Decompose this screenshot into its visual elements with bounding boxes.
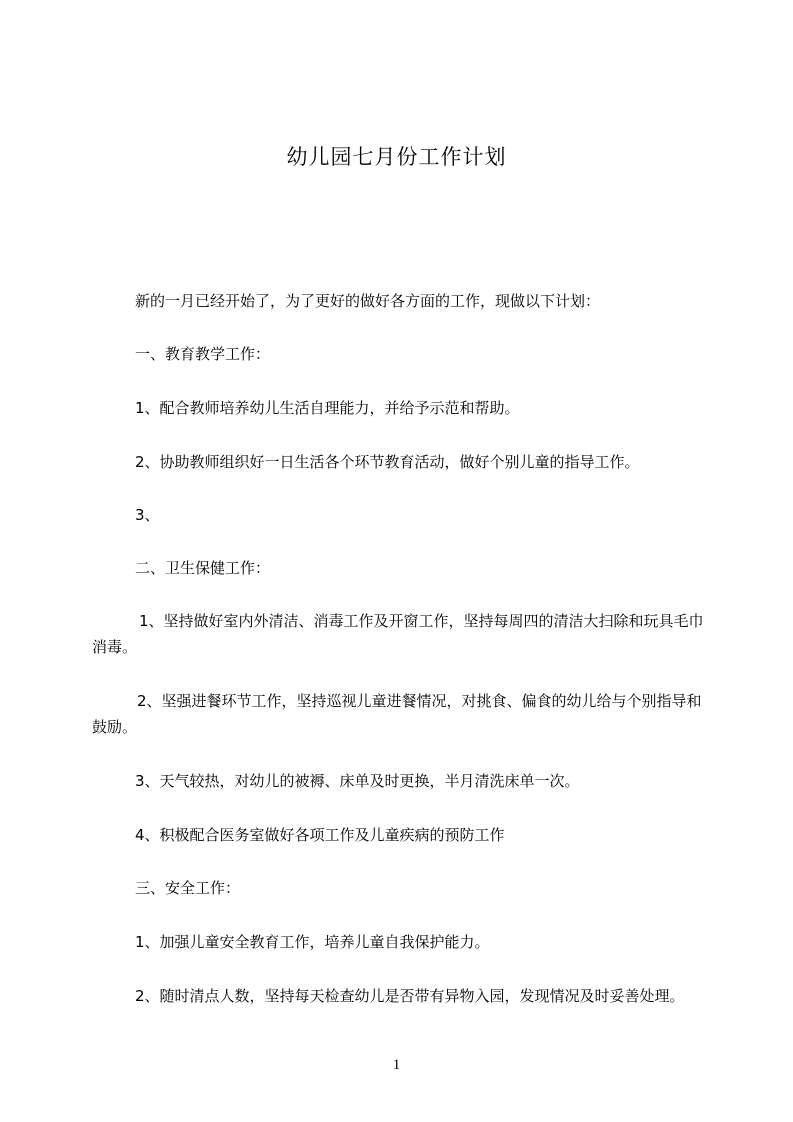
intro-paragraph: 新的一月已经开始了，为了更好的做好各方面的工作，现做以下计划：	[135, 292, 601, 310]
hygiene-item-2: 2、坚强进餐环节工作，坚持巡视儿童进餐情况，对挑食、偏食的幼儿给与个别指导和鼓励。	[92, 692, 702, 736]
education-item-1: 1、配合教师培养幼儿生活自理能力，并给予示范和帮助。	[135, 399, 520, 417]
safety-item-1: 1、加强儿童安全教育工作，培养儿童自我保护能力。	[135, 933, 490, 951]
hygiene-item-4: 4、积极配合医务室做好各项工作及儿童疾病的预防工作	[135, 826, 505, 844]
hygiene-item-3: 3、天气较热，对幼儿的被褥、床单及时更换，半月清洗床单一次。	[135, 772, 580, 790]
section-heading-hygiene: 二、卫生保健工作：	[135, 559, 271, 577]
document-title: 幼儿园七月份工作计划	[286, 145, 507, 169]
page-number: 1	[392, 1057, 401, 1073]
education-item-3: 3、	[135, 506, 160, 524]
safety-item-2: 2、随时清点人数，坚持每天检查幼儿是否带有异物入园，发现情况及时妥善处理。	[135, 987, 685, 1005]
education-item-2: 2、协助教师组织好一日生活各个环节教育活动，做好个别儿童的指导工作。	[135, 453, 640, 471]
section-heading-safety: 三、安全工作：	[135, 879, 241, 897]
section-heading-education: 一、教育教学工作：	[135, 345, 271, 363]
hygiene-item-1: 1、坚持做好室内外清洁、消毒工作及开窗工作，坚持每周四的清洁大扫除和玩具毛巾消毒。	[92, 612, 704, 656]
